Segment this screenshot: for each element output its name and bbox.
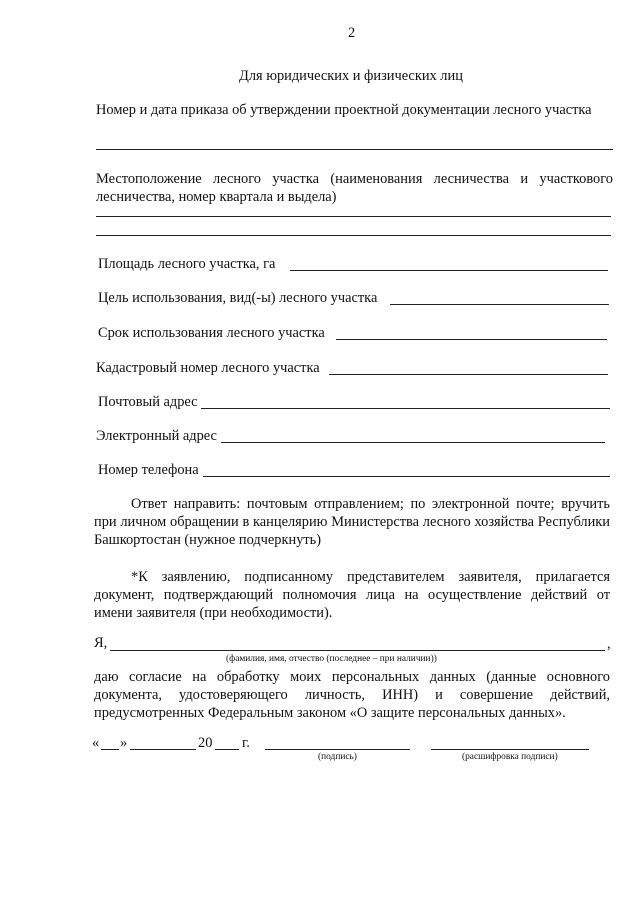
postal-field-label: Почтовый адрес (98, 394, 198, 410)
term-field-line[interactable] (336, 339, 607, 340)
consent-name-line[interactable] (110, 650, 605, 651)
cadastral-field-label: Кадастровый номер лесного участка (96, 360, 320, 376)
order-field-label: Номер и дата приказа об утверждении проектной документации лесного участка (96, 102, 592, 118)
purpose-field-line[interactable] (390, 304, 609, 305)
phone-field-label: Номер телефона (98, 462, 199, 478)
location-field-line-2[interactable] (96, 235, 611, 236)
response-method-body: Ответ направить: почтовым отправлением; по электронной почте; вручить при личном обращении в канцелярию Министерства лесного хозяйства Республики Башкортостан (нужное подчеркнуть) (94, 496, 610, 548)
location-field-line-1[interactable] (96, 216, 611, 217)
date-day-line[interactable] (101, 749, 119, 750)
signature-caption: (подпись) (318, 752, 357, 762)
signature-decode-line[interactable] (431, 749, 589, 750)
email-field-label: Электронный адрес (96, 428, 217, 444)
consent-prefix: Я, (94, 635, 108, 651)
date-year-line[interactable] (215, 749, 239, 750)
date-close-quote: » (120, 735, 128, 751)
date-year-suffix: г. (242, 735, 250, 751)
area-field-label: Площадь лесного участка, га (98, 256, 276, 272)
consent-trailing-comma: , (607, 636, 611, 652)
email-field-line[interactable] (221, 442, 605, 443)
date-month-line[interactable] (130, 749, 196, 750)
date-open-quote: « (92, 735, 100, 751)
response-method-text (94, 495, 610, 549)
consent-text: даю согласие на обработку моих персональных данных (данные основного документа, удостоверяющего личность, ИНН) и совершение действий, предусмотренных Федеральным законом «О защите персональных данных». (94, 669, 610, 721)
signature-line[interactable] (265, 749, 410, 750)
location-field-label: Местоположение лесного участка (наименования лесничества и участкового лесничества, номер квартала и выдела) (96, 171, 613, 205)
cadastral-field-line[interactable] (329, 374, 608, 375)
postal-field-line[interactable] (201, 408, 610, 409)
term-field-label: Срок использования лесного участка (98, 325, 325, 341)
phone-field-line[interactable] (203, 476, 610, 477)
purpose-field-label: Цель использования, вид(-ы) лесного участка (98, 290, 378, 306)
order-field-line[interactable] (96, 149, 613, 150)
signature-decode-caption: (расшифровка подписи) (462, 752, 558, 762)
attachment-note: *К заявлению, подписанному представителем заявителя, прилагается документ, подтверждающий полномочия лица на осуществление действий от имени заявителя (при необходимости). (94, 569, 610, 621)
consent-name-caption: (фамилия, имя, отчество (последнее – при наличии)) (226, 654, 437, 664)
date-year-prefix: 20 (198, 735, 213, 751)
area-field-line[interactable] (290, 270, 608, 271)
page-heading: Для юридических и физических лиц (239, 68, 463, 84)
page-number: 2 (348, 25, 356, 41)
